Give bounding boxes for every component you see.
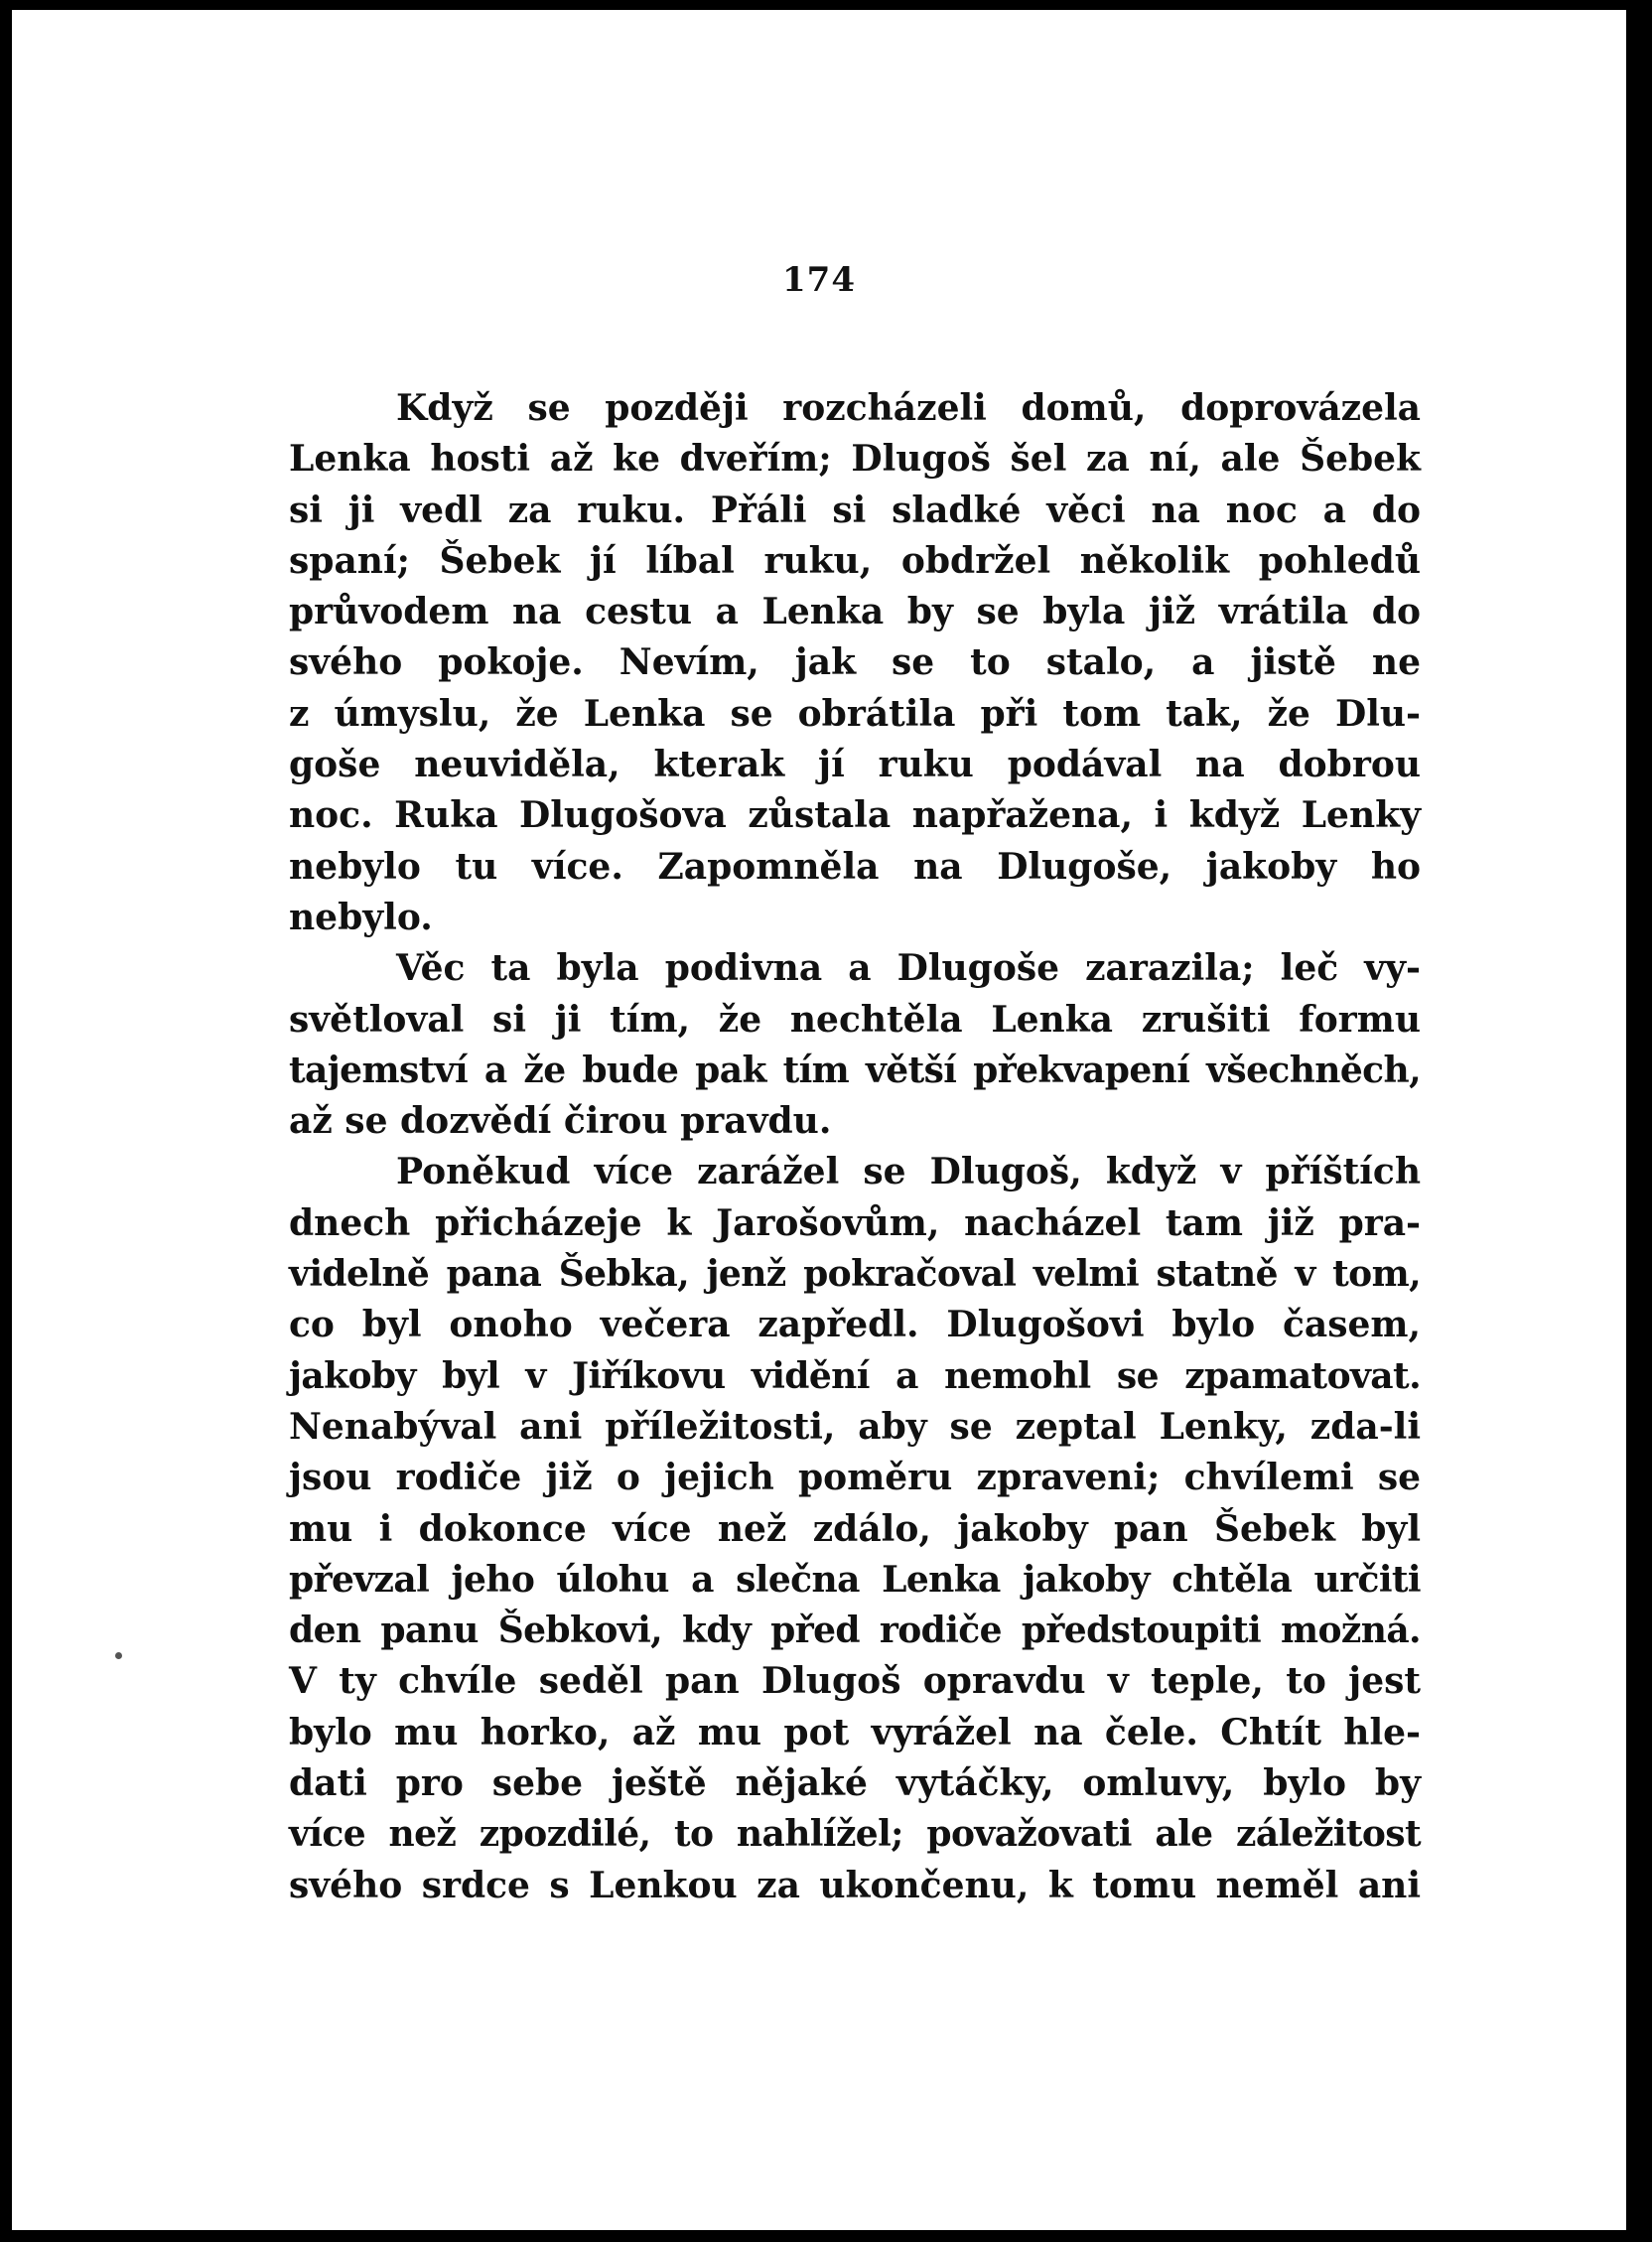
text-line-29: více než zpozdilé, to nahlížel; považovati ale záležitost bbox=[289, 1813, 1421, 1856]
text-line-3: si ji vedl za ruku. Přáli si sladké věci na noc a do bbox=[289, 489, 1421, 531]
text-line-21: Nenabýval ani příležitosti, aby se zeptal Lenky, zda-li bbox=[289, 1405, 1421, 1448]
text-line-27: bylo mu horko, až mu pot vyrážel na čele. Chtít hle- bbox=[289, 1711, 1421, 1753]
text-line-4: spaní; Šebek jí líbal ruku, obdržel několik pohledů bbox=[289, 539, 1421, 582]
scan-speck bbox=[115, 1652, 122, 1659]
text-line-8: goše neuviděla, kterak jí ruku podával na dobrou bbox=[289, 744, 1421, 786]
text-line-5: průvodem na cestu a Lenka by se byla již vrátila do bbox=[289, 591, 1421, 633]
text-line-17: dnech přicházeje k Jarošovům, nacházel tam již pra- bbox=[289, 1201, 1421, 1244]
text-line-23: mu i dokonce více než zdálo, jakoby pan Šebek byl bbox=[289, 1507, 1421, 1550]
text-line-28: dati pro sebe ještě nějaké vytáčky, omluvy, bylo by bbox=[289, 1762, 1421, 1805]
body-text bbox=[289, 383, 1421, 1911]
text-line-26: V ty chvíle seděl pan Dlugoš opravdu v teple, to jest bbox=[289, 1660, 1421, 1703]
text-line-11: nebylo. bbox=[289, 896, 433, 938]
text-line-14: tajemství a že bude pak tím větší překvapení všechněch, bbox=[289, 1049, 1421, 1091]
text-line-20: jakoby byl v Jiříkovu vidění a nemohl se zpamatovat. bbox=[289, 1354, 1421, 1397]
text-line-22: jsou rodiče již o jejich poměru zpraveni; chvílemi se bbox=[289, 1457, 1421, 1499]
text-line-7: z úmyslu, že Lenka se obrátila při tom tak, že Dlu- bbox=[289, 692, 1421, 735]
text-line-6: svého pokoje. Nevím, jak se to stalo, a jistě ne bbox=[289, 641, 1421, 684]
text-line-2: Lenka hosti až ke dveřím; Dlugoš šel za ní, ale Šebek bbox=[289, 438, 1421, 481]
text-line-30: svého srdce s Lenkou za ukončenu, k tomu neměl ani bbox=[289, 1864, 1421, 1906]
text-line-9: noc. Ruka Dlugošova zůstala napřažena, i když Lenky bbox=[289, 794, 1421, 837]
text-line-10: nebylo tu více. Zapomněla na Dlugoše, jakoby ho bbox=[289, 845, 1421, 888]
text-line-19: co byl onoho večera zapředl. Dlugošovi bylo časem, bbox=[289, 1304, 1421, 1346]
text-line-13: světloval si ji tím, že nechtěla Lenka zrušiti formu bbox=[289, 998, 1421, 1041]
text-line-15: až se dozvědí čirou pravdu. bbox=[289, 1100, 832, 1143]
text-line-1: Když se později rozcházeli domů, doprovázela bbox=[396, 387, 1421, 429]
text-line-25: den panu Šebkovi, kdy před rodiče předstoupiti možná. bbox=[289, 1610, 1421, 1652]
page-number: 174 bbox=[782, 260, 856, 300]
scanned-page bbox=[12, 10, 1626, 2230]
text-line-24: převzal jeho úlohu a slečna Lenka jakoby chtěla určiti bbox=[289, 1558, 1421, 1601]
text-line-16: Poněkud více zarážel se Dlugoš, když v příštích bbox=[396, 1151, 1421, 1193]
text-line-18: videlně pana Šebka, jenž pokračoval velmi statně v tom, bbox=[289, 1253, 1421, 1296]
text-line-12: Věc ta byla podivna a Dlugoše zarazila; leč vy- bbox=[396, 947, 1421, 990]
